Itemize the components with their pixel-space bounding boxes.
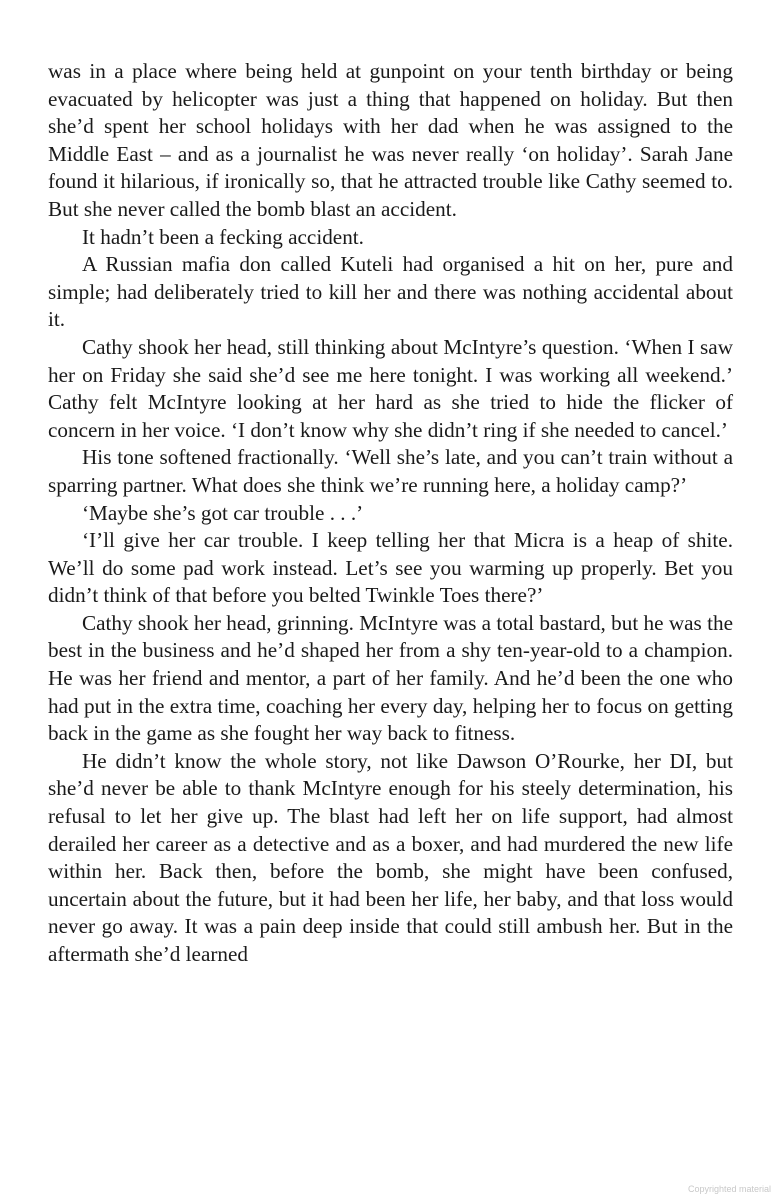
- paragraph-8: Cathy shook her head, grinning. McIntyre was a total bastard, but he was the best in the business and he’d shaped her from a shy ten-year-old to a champion. He was her friend and mentor, a part of her family. And he’d been the one who had put in the extra time, coaching her every day, helping her to focus on getting back in the game as she fought her way back to fitness.: [48, 610, 733, 746]
- copyright-watermark: Copyrighted material: [687, 1184, 771, 1194]
- paragraph-9: He didn’t know the whole story, not like Dawson O’Rourke, her DI, but she’d never be able to thank McIntyre enough for his steely determination, his refusal to let her give up. The blast had left her on life support, had almost derailed her career as a detective and as a boxer, and had murdered the new life within her. Back then, before the bomb, she might have been confused, uncertain about the future, but it had been her life, her baby, and that loss would never go away. It was a pain deep inside that could still ambush her. But in the aftermath she’d learned: [48, 748, 733, 966]
- paragraph-3: A Russian mafia don called Kuteli had organised a hit on her, pure and simple; had deliberately tried to kill her and there was nothing accidental about it.: [48, 252, 733, 332]
- paragraph-6: ‘Maybe she’s got car trouble . . .’: [82, 500, 364, 525]
- paragraph-1: was in a place where being held at gunpoint on your tenth birthday or being evacuated by helicopter was just a thing that happened on holiday. But then she’d spent her school holidays with her dad when he was assigned to the Middle East – and as a journalist he was never really ‘on holiday’. Sarah Jane found it hilarious, if ironically so, that he attracted trouble like Cathy seemed to. But she never called the bomb blast an accident.: [48, 59, 733, 221]
- book-page-text: [48, 58, 733, 969]
- paragraph-5: His tone softened fractionally. ‘Well she’s late, and you can’t train without a sparring partner. What does she think we’re running here, a holiday camp?’: [48, 445, 733, 497]
- paragraph-4: Cathy shook her head, still thinking about McIntyre’s question. ‘When I saw her on Friday she said she’d see me here tonight. I was working all weekend.’ Cathy felt McIntyre looking at her hard as she tried to hide the flicker of concern in her voice. ‘I don’t know why she didn’t ring if she needed to cancel.’: [48, 334, 733, 442]
- paragraph-7: ‘I’ll give her car trouble. I keep telling her that Micra is a heap of shite. We’ll do some pad work instead. Let’s see you warming up properly. Bet you didn’t think of that before you belted Twinkle Toes there?’: [48, 528, 733, 608]
- paragraph-2: It hadn’t been a fecking accident.: [82, 224, 364, 249]
